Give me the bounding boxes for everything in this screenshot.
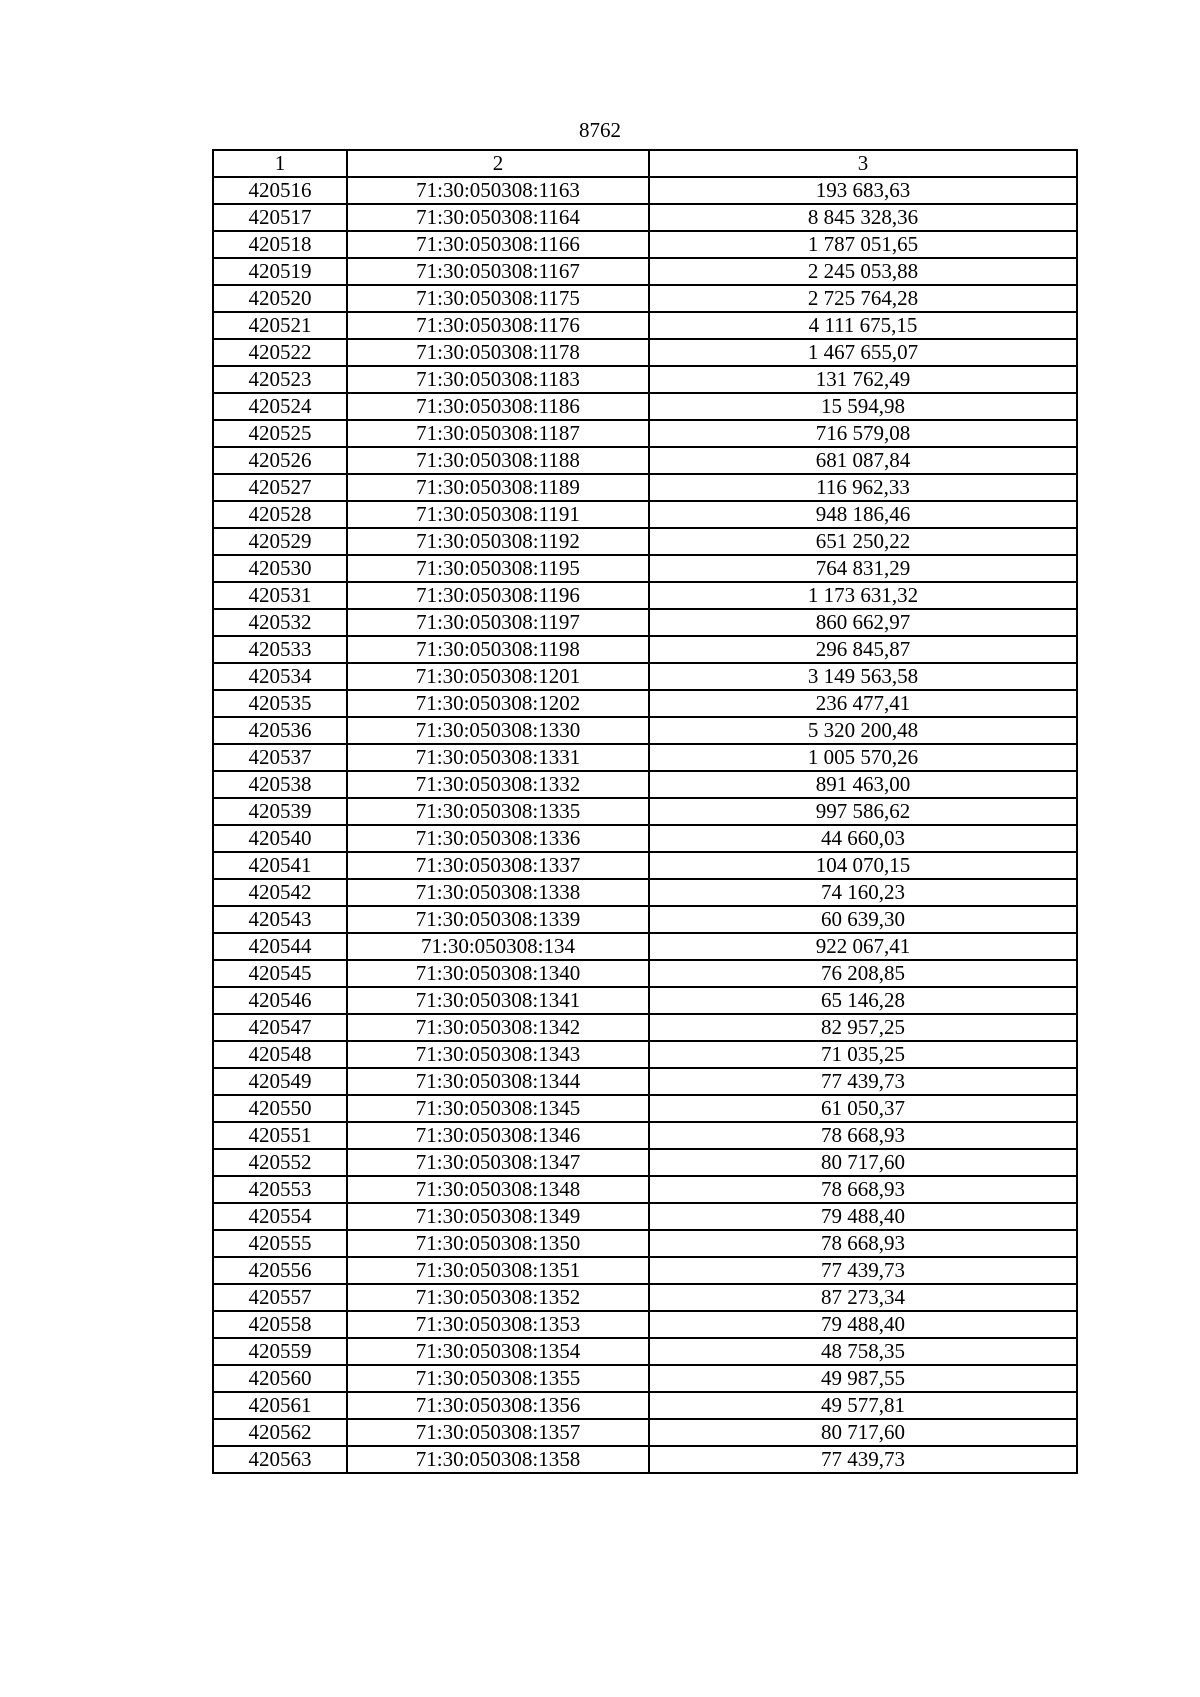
cadastral-number-cell: 71:30:050308:1343 — [347, 1041, 649, 1068]
row-number-cell: 420522 — [213, 339, 347, 366]
row-number-cell: 420534 — [213, 663, 347, 690]
table-row — [213, 1041, 1077, 1068]
table-row — [213, 1446, 1077, 1473]
row-number-cell: 420529 — [213, 528, 347, 555]
cadastral-number-cell: 71:30:050308:1351 — [347, 1257, 649, 1284]
cadastral-number-cell: 71:30:050308:1332 — [347, 771, 649, 798]
cadastral-number-cell: 71:30:050308:1188 — [347, 447, 649, 474]
value-cell: 87 273,34 — [649, 1284, 1077, 1311]
table-row — [213, 1365, 1077, 1392]
row-number-cell: 420555 — [213, 1230, 347, 1257]
table-row — [213, 690, 1077, 717]
cadastral-number-cell: 71:30:050308:134 — [347, 933, 649, 960]
value-cell: 5 320 200,48 — [649, 717, 1077, 744]
row-number-cell: 420538 — [213, 771, 347, 798]
table-row — [213, 1338, 1077, 1365]
value-cell: 296 845,87 — [649, 636, 1077, 663]
row-number-cell: 420545 — [213, 960, 347, 987]
table-row — [213, 663, 1077, 690]
value-cell: 1 005 570,26 — [649, 744, 1077, 771]
value-cell: 74 160,23 — [649, 879, 1077, 906]
table-row — [213, 1068, 1077, 1095]
row-number-cell: 420552 — [213, 1149, 347, 1176]
value-cell: 78 668,93 — [649, 1122, 1077, 1149]
row-number-cell: 420533 — [213, 636, 347, 663]
column-header-1: 1 — [213, 150, 347, 177]
value-cell: 77 439,73 — [649, 1446, 1077, 1473]
table-row — [213, 1122, 1077, 1149]
table-row — [213, 906, 1077, 933]
cadastral-number-cell: 71:30:050308:1350 — [347, 1230, 649, 1257]
value-cell: 131 762,49 — [649, 366, 1077, 393]
value-cell: 78 668,93 — [649, 1176, 1077, 1203]
cadastral-number-cell: 71:30:050308:1187 — [347, 420, 649, 447]
table-row — [213, 258, 1077, 285]
table-row — [213, 933, 1077, 960]
row-number-cell: 420542 — [213, 879, 347, 906]
cadastral-number-cell: 71:30:050308:1336 — [347, 825, 649, 852]
cadastral-number-cell: 71:30:050308:1348 — [347, 1176, 649, 1203]
row-number-cell: 420558 — [213, 1311, 347, 1338]
table-row — [213, 501, 1077, 528]
value-cell: 76 208,85 — [649, 960, 1077, 987]
cadastral-number-cell: 71:30:050308:1178 — [347, 339, 649, 366]
cadastral-number-cell: 71:30:050308:1167 — [347, 258, 649, 285]
table-row — [213, 528, 1077, 555]
cadastral-number-cell: 71:30:050308:1201 — [347, 663, 649, 690]
cadastral-number-cell: 71:30:050308:1354 — [347, 1338, 649, 1365]
row-number-cell: 420539 — [213, 798, 347, 825]
value-cell: 8 845 328,36 — [649, 204, 1077, 231]
value-cell: 82 957,25 — [649, 1014, 1077, 1041]
value-cell: 651 250,22 — [649, 528, 1077, 555]
row-number-cell: 420562 — [213, 1419, 347, 1446]
row-number-cell: 420532 — [213, 609, 347, 636]
value-cell: 716 579,08 — [649, 420, 1077, 447]
table-header-row — [213, 150, 1077, 177]
cadastral-number-cell: 71:30:050308:1176 — [347, 312, 649, 339]
value-cell: 1 173 631,32 — [649, 582, 1077, 609]
value-cell: 193 683,63 — [649, 177, 1077, 204]
value-cell: 3 149 563,58 — [649, 663, 1077, 690]
row-number-cell: 420526 — [213, 447, 347, 474]
cadastral-number-cell: 71:30:050308:1166 — [347, 231, 649, 258]
table-row — [213, 1014, 1077, 1041]
cadastral-number-cell: 71:30:050308:1192 — [347, 528, 649, 555]
row-number-cell: 420519 — [213, 258, 347, 285]
cadastral-number-cell: 71:30:050308:1352 — [347, 1284, 649, 1311]
cadastral-number-cell: 71:30:050308:1331 — [347, 744, 649, 771]
cadastral-number-cell: 71:30:050308:1338 — [347, 879, 649, 906]
value-cell: 78 668,93 — [649, 1230, 1077, 1257]
row-number-cell: 420553 — [213, 1176, 347, 1203]
value-cell: 61 050,37 — [649, 1095, 1077, 1122]
value-cell: 77 439,73 — [649, 1068, 1077, 1095]
value-cell: 236 477,41 — [649, 690, 1077, 717]
cadastral-number-cell: 71:30:050308:1189 — [347, 474, 649, 501]
cadastral-number-cell: 71:30:050308:1345 — [347, 1095, 649, 1122]
row-number-cell: 420559 — [213, 1338, 347, 1365]
value-cell: 49 987,55 — [649, 1365, 1077, 1392]
value-cell: 48 758,35 — [649, 1338, 1077, 1365]
page-number: 8762 — [579, 118, 621, 142]
value-cell: 4 111 675,15 — [649, 312, 1077, 339]
cadastral-number-cell: 71:30:050308:1356 — [347, 1392, 649, 1419]
table-row — [213, 366, 1077, 393]
cadastral-number-cell: 71:30:050308:1335 — [347, 798, 649, 825]
cadastral-number-cell: 71:30:050308:1164 — [347, 204, 649, 231]
value-cell: 1 787 051,65 — [649, 231, 1077, 258]
cadastral-number-cell: 71:30:050308:1347 — [347, 1149, 649, 1176]
value-cell: 116 962,33 — [649, 474, 1077, 501]
table-row — [213, 204, 1077, 231]
cadastral-number-cell: 71:30:050308:1341 — [347, 987, 649, 1014]
row-number-cell: 420523 — [213, 366, 347, 393]
cadastral-number-cell: 71:30:050308:1337 — [347, 852, 649, 879]
table-row — [213, 420, 1077, 447]
row-number-cell: 420540 — [213, 825, 347, 852]
cadastral-number-cell: 71:30:050308:1186 — [347, 393, 649, 420]
row-number-cell: 420557 — [213, 1284, 347, 1311]
cadastral-number-cell: 71:30:050308:1358 — [347, 1446, 649, 1473]
row-number-cell: 420556 — [213, 1257, 347, 1284]
cadastral-number-cell: 71:30:050308:1339 — [347, 906, 649, 933]
value-cell: 681 087,84 — [649, 447, 1077, 474]
table-row — [213, 447, 1077, 474]
row-number-cell: 420561 — [213, 1392, 347, 1419]
row-number-cell: 420524 — [213, 393, 347, 420]
table-row — [213, 177, 1077, 204]
row-number-cell: 420520 — [213, 285, 347, 312]
value-cell: 104 070,15 — [649, 852, 1077, 879]
cadastral-number-cell: 71:30:050308:1198 — [347, 636, 649, 663]
table-row — [213, 744, 1077, 771]
registry-table — [212, 149, 1078, 1474]
table-row — [213, 636, 1077, 663]
value-cell: 2 725 764,28 — [649, 285, 1077, 312]
table-row — [213, 825, 1077, 852]
row-number-cell: 420536 — [213, 717, 347, 744]
value-cell: 77 439,73 — [649, 1257, 1077, 1284]
row-number-cell: 420535 — [213, 690, 347, 717]
table-row — [213, 555, 1077, 582]
row-number-cell: 420528 — [213, 501, 347, 528]
value-cell: 860 662,97 — [649, 609, 1077, 636]
cadastral-number-cell: 71:30:050308:1357 — [347, 1419, 649, 1446]
value-cell: 948 186,46 — [649, 501, 1077, 528]
row-number-cell: 420537 — [213, 744, 347, 771]
table-row — [213, 1203, 1077, 1230]
value-cell: 997 586,62 — [649, 798, 1077, 825]
row-number-cell: 420544 — [213, 933, 347, 960]
cadastral-number-cell: 71:30:050308:1340 — [347, 960, 649, 987]
value-cell: 65 146,28 — [649, 987, 1077, 1014]
value-cell: 80 717,60 — [649, 1149, 1077, 1176]
value-cell: 764 831,29 — [649, 555, 1077, 582]
value-cell: 49 577,81 — [649, 1392, 1077, 1419]
table-row — [213, 852, 1077, 879]
row-number-cell: 420517 — [213, 204, 347, 231]
table-row — [213, 1176, 1077, 1203]
table-row — [213, 312, 1077, 339]
row-number-cell: 420527 — [213, 474, 347, 501]
cadastral-number-cell: 71:30:050308:1183 — [347, 366, 649, 393]
value-cell: 79 488,40 — [649, 1311, 1077, 1338]
row-number-cell: 420543 — [213, 906, 347, 933]
table-row — [213, 771, 1077, 798]
table-row — [213, 582, 1077, 609]
cadastral-number-cell: 71:30:050308:1191 — [347, 501, 649, 528]
row-number-cell: 420549 — [213, 1068, 347, 1095]
row-number-cell: 420518 — [213, 231, 347, 258]
table-row — [213, 960, 1077, 987]
row-number-cell: 420530 — [213, 555, 347, 582]
value-cell: 891 463,00 — [649, 771, 1077, 798]
table-row — [213, 231, 1077, 258]
row-number-cell: 420560 — [213, 1365, 347, 1392]
cadastral-number-cell: 71:30:050308:1196 — [347, 582, 649, 609]
table-row — [213, 1311, 1077, 1338]
table-row — [213, 474, 1077, 501]
value-cell: 1 467 655,07 — [649, 339, 1077, 366]
table-row — [213, 393, 1077, 420]
value-cell: 44 660,03 — [649, 825, 1077, 852]
value-cell: 60 639,30 — [649, 906, 1077, 933]
column-header-2: 2 — [347, 150, 649, 177]
row-number-cell: 420546 — [213, 987, 347, 1014]
cadastral-number-cell: 71:30:050308:1330 — [347, 717, 649, 744]
value-cell: 80 717,60 — [649, 1419, 1077, 1446]
value-cell: 71 035,25 — [649, 1041, 1077, 1068]
row-number-cell: 420531 — [213, 582, 347, 609]
row-number-cell: 420516 — [213, 177, 347, 204]
row-number-cell: 420548 — [213, 1041, 347, 1068]
table-row — [213, 1284, 1077, 1311]
row-number-cell: 420551 — [213, 1122, 347, 1149]
cadastral-number-cell: 71:30:050308:1342 — [347, 1014, 649, 1041]
table-row — [213, 339, 1077, 366]
value-cell: 2 245 053,88 — [649, 258, 1077, 285]
table-body — [213, 177, 1077, 1473]
table-row — [213, 1419, 1077, 1446]
cadastral-number-cell: 71:30:050308:1197 — [347, 609, 649, 636]
row-number-cell: 420554 — [213, 1203, 347, 1230]
row-number-cell: 420541 — [213, 852, 347, 879]
value-cell: 922 067,41 — [649, 933, 1077, 960]
row-number-cell: 420547 — [213, 1014, 347, 1041]
table-row — [213, 1257, 1077, 1284]
table-row — [213, 609, 1077, 636]
column-header-3: 3 — [649, 150, 1077, 177]
table-row — [213, 798, 1077, 825]
table-row — [213, 1392, 1077, 1419]
cadastral-number-cell: 71:30:050308:1353 — [347, 1311, 649, 1338]
table-row — [213, 1095, 1077, 1122]
row-number-cell: 420563 — [213, 1446, 347, 1473]
table-row — [213, 1149, 1077, 1176]
table-row — [213, 987, 1077, 1014]
table-row — [213, 879, 1077, 906]
cadastral-number-cell: 71:30:050308:1346 — [347, 1122, 649, 1149]
cadastral-number-cell: 71:30:050308:1349 — [347, 1203, 649, 1230]
cadastral-number-cell: 71:30:050308:1202 — [347, 690, 649, 717]
cadastral-number-cell: 71:30:050308:1195 — [347, 555, 649, 582]
row-number-cell: 420525 — [213, 420, 347, 447]
table-row — [213, 717, 1077, 744]
cadastral-number-cell: 71:30:050308:1163 — [347, 177, 649, 204]
row-number-cell: 420521 — [213, 312, 347, 339]
value-cell: 15 594,98 — [649, 393, 1077, 420]
row-number-cell: 420550 — [213, 1095, 347, 1122]
cadastral-number-cell: 71:30:050308:1355 — [347, 1365, 649, 1392]
value-cell: 79 488,40 — [649, 1203, 1077, 1230]
cadastral-number-cell: 71:30:050308:1344 — [347, 1068, 649, 1095]
table-row — [213, 1230, 1077, 1257]
cadastral-number-cell: 71:30:050308:1175 — [347, 285, 649, 312]
table-row — [213, 285, 1077, 312]
